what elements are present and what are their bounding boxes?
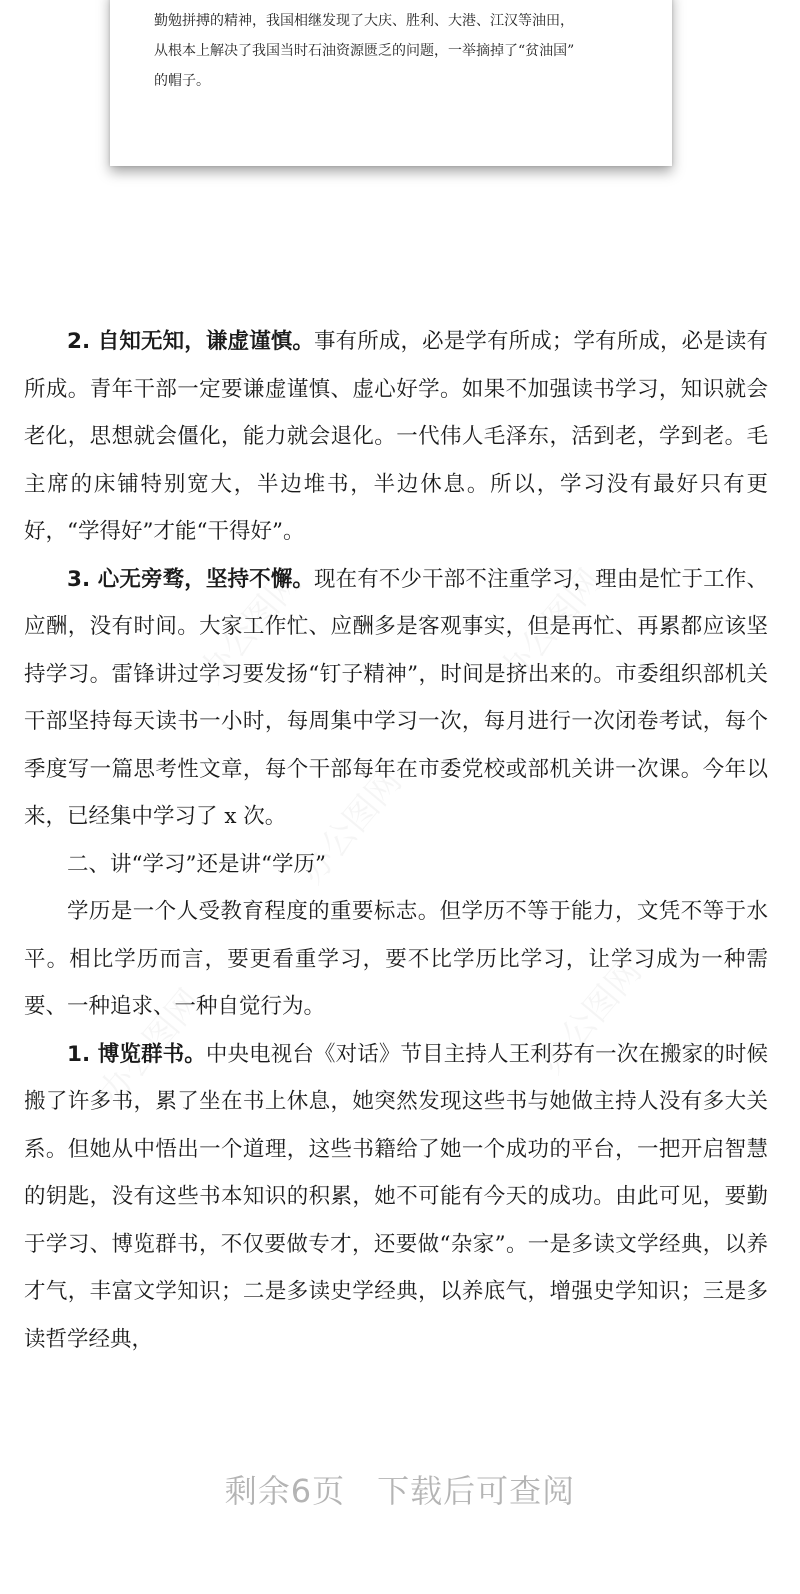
preview-card xyxy=(110,0,672,166)
section-heading: 3. 心无旁骛，坚持不懈。 xyxy=(67,566,314,592)
paragraph: 学历是一个人受教育程度的重要标志。但学历不等于能力，文凭不等于水平。相比学历而言，要更看重学习，要不比学历比学习，让学习成为一种需要、一种追求、一种自觉行为。 xyxy=(24,899,768,1019)
section-heading: 2. 自知无知，谦虚谨慎。 xyxy=(67,329,314,354)
card-line: 勤勉拼搏的精神，我国相继发现了大庆、胜利、大港、江汉等油田， xyxy=(154,13,574,29)
card-line: 的帽子。 xyxy=(154,73,210,89)
paragraph-text: 事有所成，必是学有所成；学有所成，必是读有所成。青年干部一定要谦虚谨慎、虚心好学。如果不加强读书学习，知识就会老化，思想就会僵化，能力就会退化。一代伟人毛泽东，活到老，学到老。毛主席的床铺特别宽大，半边堆书，半边休息。所以，学习没有最好只有更好，“学得好”才能“干得好”。 xyxy=(24,329,768,544)
document-body xyxy=(24,318,768,1363)
download-to-view-label: 下载后可查阅 xyxy=(377,1472,576,1510)
paragraph-text: 中央电视台《对话》节目主持人王利芬有一次在搬家的时候搬了许多书，累了坐在书上休息，她突然发现这些书与她做主持人没有多大关系。但她从中悟出一个道理，这些书籍给了她一个成功的平台，一把开启智慧的钥匙，没有这些书本知识的积累，她不可能有今天的成功。由此可见，要勤于学习、博览群书，不仅要做专才，还要做“杂家”。一是多读文学经典，以养才气，丰富文学知识；二是多读史学经典，以养底气，增强史学知识；三是多读哲学经典， xyxy=(24,1041,768,1352)
download-prompt[interactable] xyxy=(0,1466,800,1512)
paragraph xyxy=(24,1031,768,1364)
remaining-pages-label: 剩余6页 xyxy=(224,1472,346,1510)
card-line: 从根本上解决了我国当时石油资源匮乏的问题，一举摘掉了“贫油国” xyxy=(154,43,575,59)
paragraph xyxy=(24,556,768,841)
card-text xyxy=(154,6,634,96)
section-title: 二、讲“学习”还是讲“学历” xyxy=(67,851,326,877)
paragraph-text: 现在有不少干部不注重学习，理由是忙于工作、应酬，没有时间。大家工作忙、应酬多是客观事实，但是再忙、再累都应该坚持学习。雷锋讲过学习要发扬“钉子精神”，时间是挤出来的。市委组织部机关干部坚持每天读书一小时，每周集中学习一次，每月进行一次闭卷考试，每个季度写一篇思考性文章，每个干部每年在市委党校或部机关讲一次课。今年以来，已经集中学习了 x 次。 xyxy=(24,566,768,829)
paragraph xyxy=(24,318,768,556)
section-heading: 1. 博览群书。 xyxy=(67,1041,206,1067)
